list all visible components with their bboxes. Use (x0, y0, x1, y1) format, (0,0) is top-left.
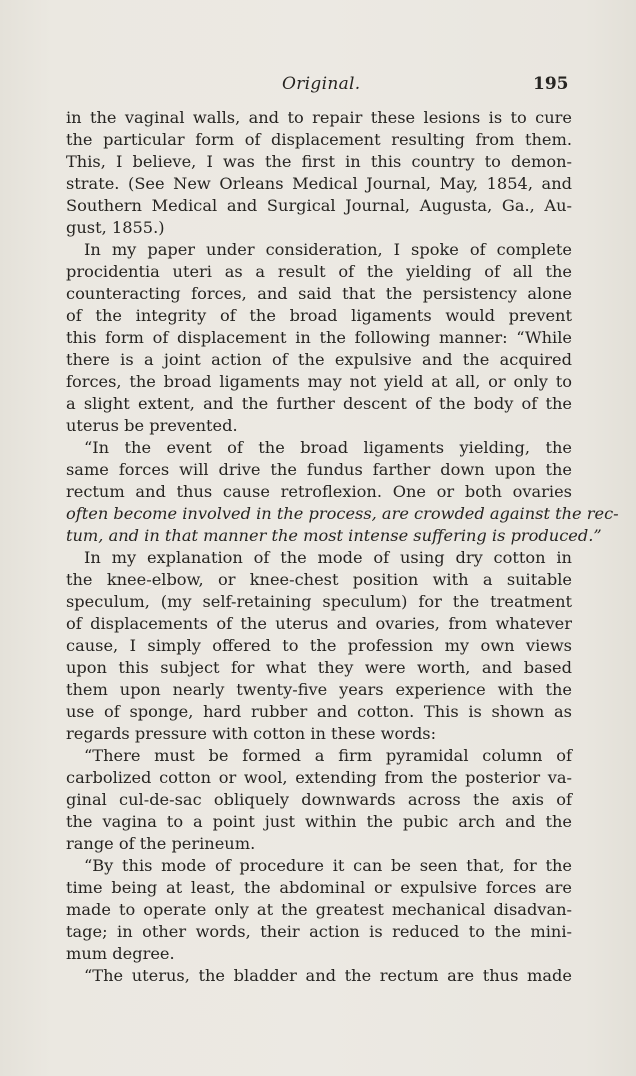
text-line: of displacements of the uterus and ovaries, from whatever (66, 614, 572, 633)
text-line: range of the perineum. (66, 834, 256, 853)
text-line: ginal cul-de-sac obliquely downwards across the axis of (66, 790, 572, 809)
running-title: Original. (282, 74, 361, 94)
body-text (66, 107, 619, 987)
text-line: tage; in other words, their action is reduced to the mini- (66, 922, 572, 941)
text-line: strate. (See New Orleans Medical Journal, May, 1854, and (66, 174, 572, 193)
text-line: speculum, (my self-retaining speculum) for the treatment (66, 592, 572, 611)
text-line: upon this subject for what they were worth, and based (66, 658, 572, 677)
text-line: mum degree. (66, 944, 175, 963)
text-line: made to operate only at the greatest mechanical disadvan- (66, 900, 572, 919)
text-line: tum, and in that manner the most intense suffering is produced.” (66, 526, 602, 545)
text-line: In my explanation of the mode of using dry cotton in (84, 548, 572, 567)
text-line: “By this mode of procedure it can be seen that, for the (84, 856, 572, 875)
text-line: Southern Medical and Surgical Journal, Augusta, Ga., Au- (66, 196, 572, 215)
text-line: this form of displacement in the following manner: “While (66, 328, 572, 347)
text-line: the knee-elbow, or knee-chest position with a suitable (66, 570, 572, 589)
text-line: of the integrity of the broad ligaments would prevent (66, 306, 572, 325)
text-line: uterus be prevented. (66, 416, 238, 435)
page-header (0, 74, 636, 98)
text-line: use of sponge, hard rubber and cotton. This is shown as (66, 702, 572, 721)
text-line: “There must be formed a firm pyramidal column of (84, 746, 572, 765)
text-line: the particular form of displacement resulting from them. (66, 130, 572, 149)
text-line: rectum and thus cause retroflexion. One or both ovaries (66, 482, 572, 501)
text-line: counteracting forces, and said that the persistency alone (66, 284, 572, 303)
text-line: regards pressure with cotton in these words: (66, 724, 437, 743)
text-line: same forces will drive the fundus farther down upon the (66, 460, 572, 479)
text-line: there is a joint action of the expulsive and the acquired (66, 350, 572, 369)
text-line: often become involved in the process, are crowded against the rec- (66, 504, 619, 523)
page-number: 195 (533, 74, 569, 94)
text-line: procidentia uteri as a result of the yielding of all the (66, 262, 572, 281)
text-line: time being at least, the abdominal or expulsive forces are (66, 878, 572, 897)
text-line: them upon nearly twenty-five years experience with the (66, 680, 572, 699)
text-line: gust, 1855.) (66, 218, 165, 237)
text-line: cause, I simply offered to the profession my own views (66, 636, 572, 655)
text-line: forces, the broad ligaments may not yield at all, or only to (66, 372, 572, 391)
text-line: In my paper under consideration, I spoke of complete (84, 240, 572, 259)
text-line: “In the event of the broad ligaments yielding, the (84, 438, 572, 457)
text-line: a slight extent, and the further descent of the body of the (66, 394, 572, 413)
text-line: the vagina to a point just within the pubic arch and the (66, 812, 572, 831)
text-line: “The uterus, the bladder and the rectum are thus made (84, 966, 572, 985)
text-line: carbolized cotton or wool, extending from the posterior va- (66, 768, 572, 787)
text-line: in the vaginal walls, and to repair these lesions is to cure (66, 108, 572, 127)
text-line: This, I believe, I was the first in this country to demon- (66, 152, 572, 171)
